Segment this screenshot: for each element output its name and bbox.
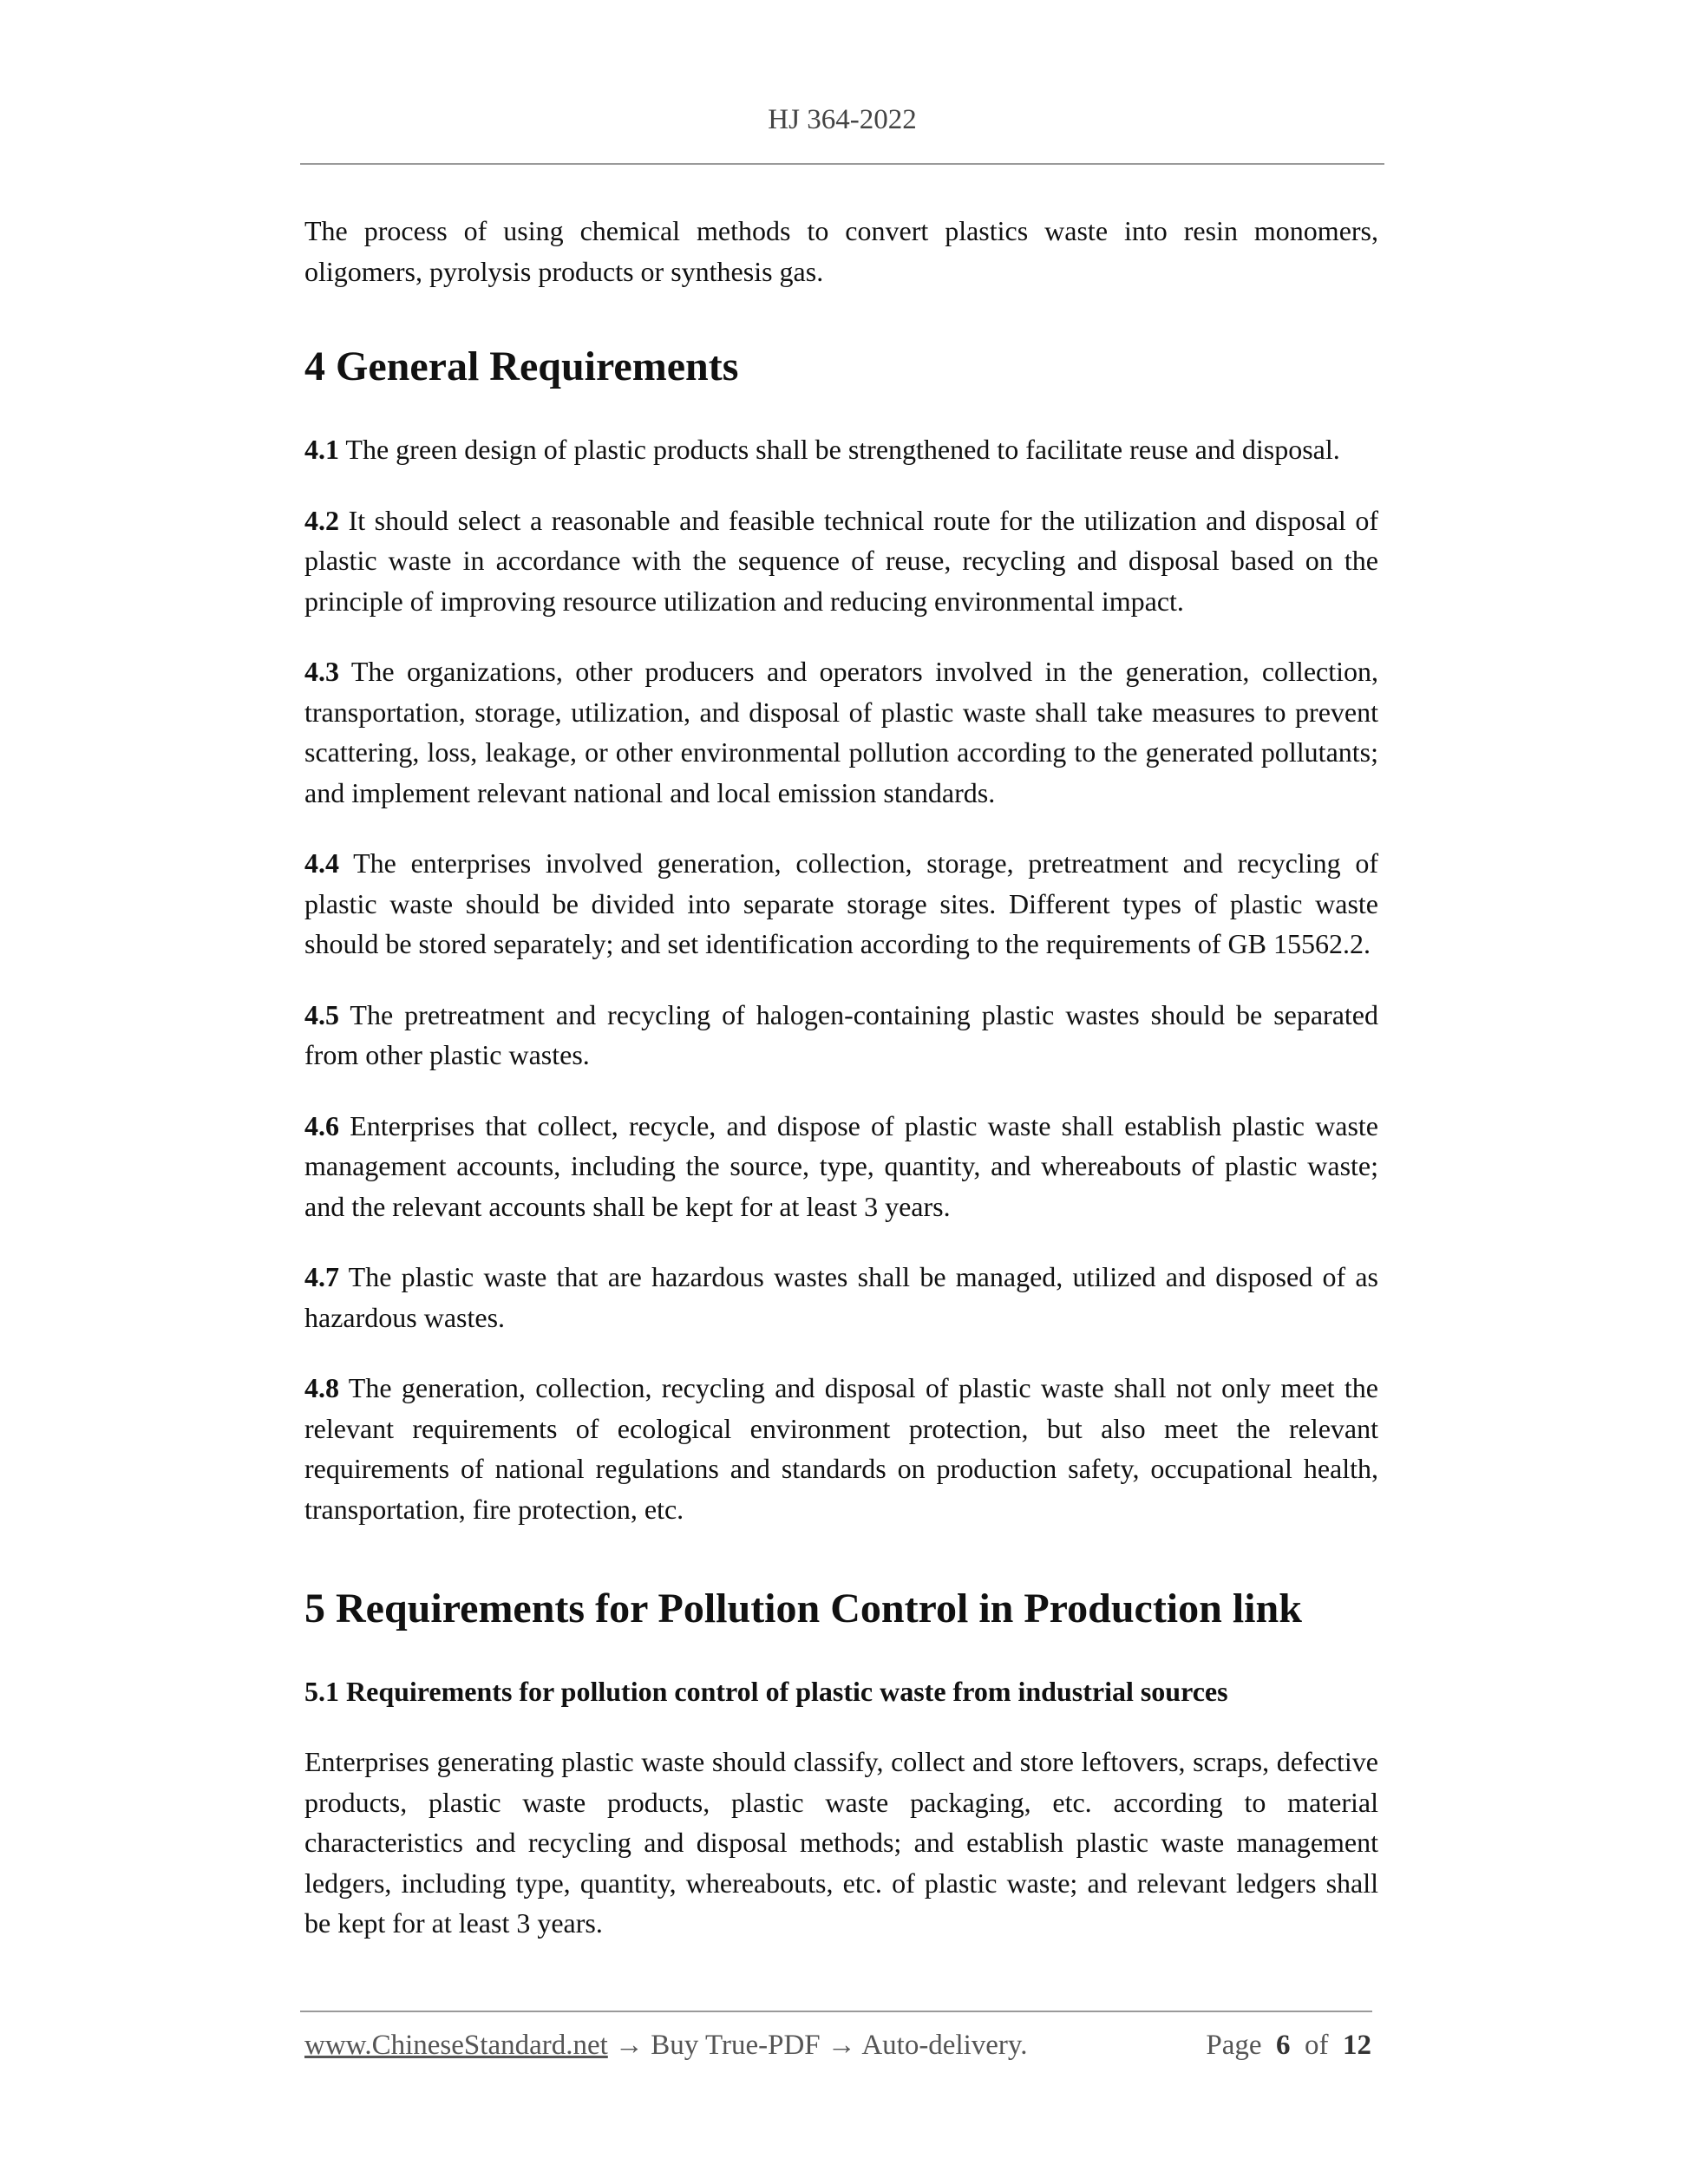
clause-number: 4.2 <box>304 504 339 536</box>
page-current: 6 <box>1276 2030 1291 2061</box>
clause-number: 4.3 <box>304 656 339 687</box>
page-content <box>304 211 1378 1944</box>
clause-number: 4.5 <box>304 998 339 1030</box>
clause-text: The green design of plastic products shall be strengthened to facilitate reuse and disposal. <box>345 434 1340 465</box>
arrow-right-icon: → <box>827 2030 856 2061</box>
clause-4-2 <box>304 500 1378 622</box>
clause-4-3 <box>304 651 1378 813</box>
page-label: Page <box>1206 2030 1262 2061</box>
page-total: 12 <box>1343 2030 1371 2061</box>
clause-number: 4.4 <box>304 847 339 879</box>
section-4-heading: 4 General Requirements <box>304 343 739 389</box>
page-of: of <box>1305 2030 1329 2061</box>
footer-promo <box>304 2030 1028 2062</box>
intro-paragraph: The process of using chemical methods to convert plastics waste into resin monomers, oligomers, pyrolysis products or synthesis gas. <box>304 215 1378 287</box>
clause-text: The generation, collection, recycling and disposal of plastic waste shall not only meet the relevant requirements of ecological environment protection, but also meet the relevant requirements of national regulations and standards on production safety, occupational health, transportation, fire protection, etc. <box>304 1372 1379 1525</box>
clause-4-6 <box>304 1106 1378 1227</box>
clause-4-5 <box>304 995 1378 1076</box>
clause-text: The organizations, other producers and operators involved in the generation, collection, transportation, storage, utilization, and disposal of plastic waste shall take measures to prevent scattering, loss, leakage, or other environmental pollution according to the generated pollutants; and implement relevant national and local emission standards. <box>304 656 1378 808</box>
clause-number: 4.6 <box>304 1109 339 1141</box>
clause-4-1 <box>304 429 1378 470</box>
arrow-right-icon: → <box>615 2030 644 2061</box>
section-5-heading: 5 Requirements for Pollution Control in Production link <box>304 1586 1302 1631</box>
delivery-text: Auto-delivery. <box>861 2030 1028 2061</box>
page-number <box>1206 2030 1371 2062</box>
buy-text: Buy True-PDF <box>651 2030 821 2061</box>
clause-text: The enterprises involved generation, collection, storage, pretreatment and recycling of plastic waste should be divided into separate storage sites. Different types of plastic waste should be stored separately; and set identification according to the requirements of GB 15562.2. <box>304 847 1379 959</box>
clause-4-8 <box>304 1368 1378 1529</box>
clause-4-4 <box>304 843 1378 964</box>
clause-number: 4.1 <box>304 434 339 465</box>
clause-text: The plastic waste that are hazardous wastes shall be managed, utilized and disposed of as hazardous wastes. <box>304 1261 1379 1333</box>
clause-text: The pretreatment and recycling of halogen-containing plastic wastes should be separated from other plastic wastes. <box>304 998 1378 1070</box>
page-footer <box>304 2030 1371 2070</box>
site-link[interactable]: www.ChineseStandard.net <box>304 2030 608 2061</box>
header-divider <box>300 163 1384 165</box>
footer-divider <box>300 2011 1372 2012</box>
subsection-5-1-paragraph: Enterprises generating plastic waste should classify, collect and store leftovers, scraps, defective products, plastic waste products, plastic waste packaging, etc. according to material characteristics and recycling and disposal methods; and establish plastic waste management ledgers, including type, quantity, whereabouts, etc. of plastic waste; and relevant ledgers shall be kept for at least 3 years. <box>304 1746 1378 1939</box>
clause-number: 4.7 <box>304 1261 339 1292</box>
clause-4-7 <box>304 1257 1378 1337</box>
subsection-5-1-heading: 5.1 Requirements for pollution control of plastic waste from industrial sources <box>304 1676 1228 1707</box>
clause-text: It should select a reasonable and feasible technical route for the utilization and disposal of plastic waste in accordance with the sequence of reuse, recycling and disposal based on the principle of improving resource utilization and reducing environmental impact. <box>304 504 1379 617</box>
clause-text: Enterprises that collect, recycle, and dispose of plastic waste shall establish plastic waste management accounts, including the source, type, quantity, and whereabouts of plastic waste; and the relevant accounts shall be kept for at least 3 years. <box>304 1109 1379 1222</box>
clause-number: 4.8 <box>304 1372 339 1403</box>
document-code-header: HJ 364-2022 <box>768 104 917 135</box>
